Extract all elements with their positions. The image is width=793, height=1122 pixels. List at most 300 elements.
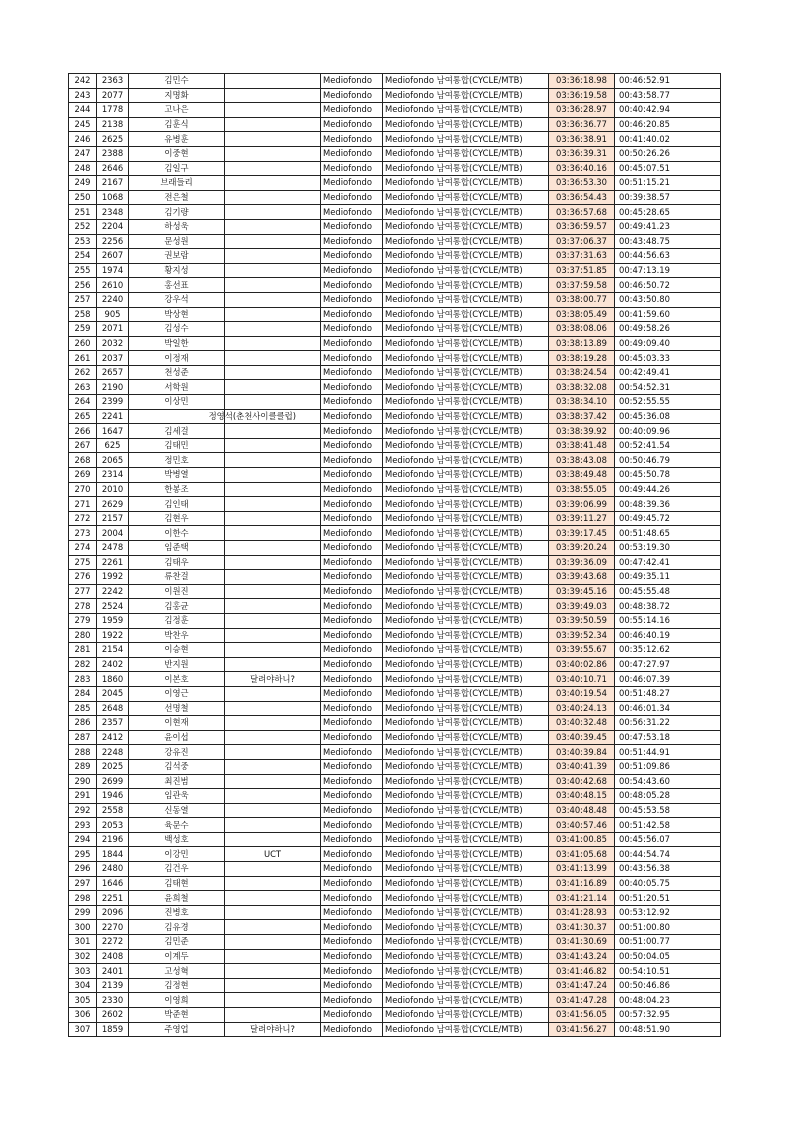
category-cell: Mediofondo 남여통합(CYCLE/MTB) [383,395,549,410]
rank-cell: 289 [69,759,97,774]
rank-cell: 244 [69,103,97,118]
rank-cell: 277 [69,584,97,599]
rank-cell: 278 [69,599,97,614]
finish-time-cell: 03:36:18.98 [549,74,615,89]
course-cell: Mediofondo [321,672,383,687]
finish-time-cell: 03:40:42.68 [549,774,615,789]
rank-cell: 255 [69,263,97,278]
name-cell: 김석중 [129,759,225,774]
bib-cell: 2272 [97,935,129,950]
club-cell [225,891,321,906]
finish-time-cell: 03:36:40.16 [549,161,615,176]
category-cell: Mediofondo 남여통합(CYCLE/MTB) [383,905,549,920]
course-cell: Mediofondo [321,803,383,818]
time-gap-cell: 00:44:56.63 [615,249,721,264]
club-cell [225,336,321,351]
category-cell: Mediofondo 남여통합(CYCLE/MTB) [383,628,549,643]
rank-cell: 284 [69,686,97,701]
bib-cell: 1974 [97,263,129,278]
table-row [69,730,721,745]
time-gap-cell: 00:46:50.72 [615,278,721,293]
table-row [69,613,721,628]
time-gap-cell: 00:50:46.79 [615,453,721,468]
course-cell: Mediofondo [321,1022,383,1037]
category-cell: Mediofondo 남여통합(CYCLE/MTB) [383,117,549,132]
rank-cell: 293 [69,818,97,833]
rank-cell: 246 [69,132,97,147]
table-row [69,891,721,906]
course-cell: Mediofondo [321,526,383,541]
bib-cell: 2241 [97,409,129,424]
name-cell: 임관욱 [129,789,225,804]
rank-cell: 307 [69,1022,97,1037]
name-cell: 윤희철 [129,891,225,906]
results-table [68,73,721,1037]
rank-cell: 261 [69,351,97,366]
table-row [69,599,721,614]
club-cell [225,74,321,89]
bib-cell: 2032 [97,336,129,351]
finish-time-cell: 03:36:19.58 [549,88,615,103]
time-gap-cell: 00:46:52.91 [615,74,721,89]
finish-time-cell: 03:38:24.54 [549,365,615,380]
name-cell: 정민호 [129,453,225,468]
name-cell: 이정재 [129,351,225,366]
finish-time-cell: 03:36:59.57 [549,219,615,234]
finish-time-cell: 03:38:41.48 [549,438,615,453]
rank-cell: 281 [69,643,97,658]
rank-cell: 243 [69,88,97,103]
course-cell: Mediofondo [321,263,383,278]
finish-time-cell: 03:39:20.24 [549,541,615,556]
club-cell [225,307,321,322]
bib-cell: 2025 [97,759,129,774]
finish-time-cell: 03:41:56.05 [549,1008,615,1023]
course-cell: Mediofondo [321,322,383,337]
club-cell [225,117,321,132]
finish-time-cell: 03:38:08.06 [549,322,615,337]
time-gap-cell: 00:49:45.72 [615,511,721,526]
bib-cell: 2240 [97,292,129,307]
rank-cell: 294 [69,832,97,847]
course-cell: Mediofondo [321,774,383,789]
name-cell: 이본호 [129,672,225,687]
table-row [69,1022,721,1037]
time-gap-cell: 00:48:39.36 [615,497,721,512]
table-row [69,832,721,847]
club-cell [225,716,321,731]
course-cell: Mediofondo [321,380,383,395]
finish-time-cell: 03:39:55.67 [549,643,615,658]
name-cell: 이현재 [129,716,225,731]
finish-time-cell: 03:38:37.42 [549,409,615,424]
club-cell [225,686,321,701]
time-gap-cell: 00:51:00.77 [615,935,721,950]
time-gap-cell: 00:50:04.05 [615,949,721,964]
finish-time-cell: 03:41:28.93 [549,905,615,920]
time-gap-cell: 00:39:38.57 [615,190,721,205]
category-cell: Mediofondo 남여통합(CYCLE/MTB) [383,789,549,804]
category-cell: Mediofondo 남여통합(CYCLE/MTB) [383,161,549,176]
table-row [69,453,721,468]
rank-cell: 257 [69,292,97,307]
table-row [69,949,721,964]
time-gap-cell: 00:56:31.22 [615,716,721,731]
name-cell: 육문수 [129,818,225,833]
rank-cell: 267 [69,438,97,453]
club-cell [225,161,321,176]
time-gap-cell: 00:43:50.80 [615,292,721,307]
category-cell: Mediofondo 남여통합(CYCLE/MTB) [383,541,549,556]
time-gap-cell: 00:49:41.23 [615,219,721,234]
name-cell: 이상민 [129,395,225,410]
bib-cell: 2610 [97,278,129,293]
course-cell: Mediofondo [321,234,383,249]
table-row [69,292,721,307]
bib-cell: 2629 [97,497,129,512]
club-cell [225,774,321,789]
name-cell: 김태민 [129,438,225,453]
club-cell [225,643,321,658]
course-cell: Mediofondo [321,643,383,658]
club-cell [225,424,321,439]
table-row [69,526,721,541]
course-cell: Mediofondo [321,497,383,512]
course-cell: Mediofondo [321,716,383,731]
name-cell: 김태우 [129,555,225,570]
category-cell: Mediofondo 남여통합(CYCLE/MTB) [383,847,549,862]
rank-cell: 250 [69,190,97,205]
course-cell: Mediofondo [321,832,383,847]
finish-time-cell: 03:36:28.97 [549,103,615,118]
finish-time-cell: 03:40:24.13 [549,701,615,716]
finish-time-cell: 03:36:38.91 [549,132,615,147]
category-cell: Mediofondo 남여통합(CYCLE/MTB) [383,176,549,191]
rank-cell: 297 [69,876,97,891]
category-cell: Mediofondo 남여통합(CYCLE/MTB) [383,497,549,512]
category-cell: Mediofondo 남여통합(CYCLE/MTB) [383,803,549,818]
time-gap-cell: 00:54:10.51 [615,964,721,979]
name-cell: 최진범 [129,774,225,789]
bib-cell: 2388 [97,146,129,161]
rank-cell: 260 [69,336,97,351]
name-cell: 김기량 [129,205,225,220]
bib-cell: 2412 [97,730,129,745]
category-cell: Mediofondo 남여통합(CYCLE/MTB) [383,336,549,351]
time-gap-cell: 00:57:32.95 [615,1008,721,1023]
finish-time-cell: 03:39:49.03 [549,599,615,614]
course-cell: Mediofondo [321,789,383,804]
course-cell: Mediofondo [321,307,383,322]
name-cell: 박병열 [129,468,225,483]
name-cell: 신동열 [129,803,225,818]
bib-cell: 2004 [97,526,129,541]
time-gap-cell: 00:45:07.51 [615,161,721,176]
club-cell [225,249,321,264]
time-gap-cell: 00:49:58.26 [615,322,721,337]
name-cell: 이한수 [129,526,225,541]
time-gap-cell: 00:42:49.41 [615,365,721,380]
rank-cell: 286 [69,716,97,731]
table-row [69,935,721,950]
bib-cell: 2071 [97,322,129,337]
rank-cell: 296 [69,862,97,877]
bib-cell: 2037 [97,351,129,366]
course-cell: Mediofondo [321,117,383,132]
finish-time-cell: 03:39:17.45 [549,526,615,541]
bib-cell: 2154 [97,643,129,658]
name-cell: 선명철 [129,701,225,716]
rank-cell: 290 [69,774,97,789]
table-row [69,482,721,497]
table-row [69,745,721,760]
finish-time-cell: 03:41:16.89 [549,876,615,891]
finish-time-cell: 03:40:39.84 [549,745,615,760]
bib-cell: 2261 [97,555,129,570]
rank-cell: 279 [69,613,97,628]
bib-cell: 1992 [97,570,129,585]
bib-cell: 2010 [97,482,129,497]
club-cell [225,365,321,380]
category-cell: Mediofondo 남여통합(CYCLE/MTB) [383,570,549,585]
time-gap-cell: 00:41:59.60 [615,307,721,322]
rank-cell: 266 [69,424,97,439]
bib-cell: 2242 [97,584,129,599]
category-cell: Mediofondo 남여통합(CYCLE/MTB) [383,978,549,993]
club-cell [225,278,321,293]
rank-cell: 272 [69,511,97,526]
club-cell [225,234,321,249]
rank-cell: 248 [69,161,97,176]
table-row [69,964,721,979]
table-row [69,847,721,862]
category-cell: Mediofondo 남여통합(CYCLE/MTB) [383,1022,549,1037]
name-cell: 김정훈 [129,613,225,628]
category-cell: Mediofondo 남여통합(CYCLE/MTB) [383,409,549,424]
finish-time-cell: 03:41:46.82 [549,964,615,979]
name-cell: 고나은 [129,103,225,118]
rank-cell: 291 [69,789,97,804]
course-cell: Mediofondo [321,891,383,906]
table-row [69,789,721,804]
name-cell: 문성원 [129,234,225,249]
bib-cell: 2363 [97,74,129,89]
course-cell: Mediofondo [321,74,383,89]
finish-time-cell: 03:38:32.08 [549,380,615,395]
bib-cell: 2348 [97,205,129,220]
table-row [69,234,721,249]
course-cell: Mediofondo [321,862,383,877]
category-cell: Mediofondo 남여통합(CYCLE/MTB) [383,716,549,731]
table-row [69,307,721,322]
table-row [69,424,721,439]
time-gap-cell: 00:45:55.48 [615,584,721,599]
category-cell: Mediofondo 남여통합(CYCLE/MTB) [383,292,549,307]
club-cell [225,395,321,410]
club-overflow-text: 정영석(춘천사이클클럽) [208,410,296,421]
time-gap-cell: 00:49:35.11 [615,570,721,585]
category-cell: Mediofondo 남여통합(CYCLE/MTB) [383,730,549,745]
bib-cell: 2077 [97,88,129,103]
club-cell [225,380,321,395]
results-table-body [69,74,721,1037]
name-cell: 백성호 [129,832,225,847]
name-cell: 박일한 [129,336,225,351]
bib-cell: 2045 [97,686,129,701]
category-cell: Mediofondo 남여통합(CYCLE/MTB) [383,103,549,118]
course-cell: Mediofondo [321,876,383,891]
bib-cell: 2138 [97,117,129,132]
name-cell: 진병호 [129,905,225,920]
time-gap-cell: 00:50:26.26 [615,146,721,161]
course-cell: Mediofondo [321,132,383,147]
bib-cell: 1068 [97,190,129,205]
rank-cell: 280 [69,628,97,643]
category-cell: Mediofondo 남여통합(CYCLE/MTB) [383,584,549,599]
name-cell: 김인태 [129,497,225,512]
table-row [69,541,721,556]
bib-cell: 1959 [97,613,129,628]
table-row [69,993,721,1008]
course-cell: Mediofondo [321,292,383,307]
club-cell [225,584,321,599]
time-gap-cell: 00:44:54.74 [615,847,721,862]
name-cell: 반지원 [129,657,225,672]
rank-cell: 300 [69,920,97,935]
table-row [69,905,721,920]
finish-time-cell: 03:39:50.59 [549,613,615,628]
name-cell: 류찬걸 [129,570,225,585]
table-row [69,803,721,818]
club-cell [225,978,321,993]
course-cell: Mediofondo [321,949,383,964]
table-row [69,278,721,293]
finish-time-cell: 03:40:19.54 [549,686,615,701]
name-cell: 권보람 [129,249,225,264]
table-row [69,759,721,774]
course-cell: Mediofondo [321,205,383,220]
bib-cell: 2602 [97,1008,129,1023]
finish-time-cell: 03:38:19.28 [549,351,615,366]
bib-cell: 2190 [97,380,129,395]
name-cell: 하성욱 [129,219,225,234]
time-gap-cell: 00:50:46.86 [615,978,721,993]
club-cell [225,920,321,935]
club-cell [225,497,321,512]
rank-cell: 275 [69,555,97,570]
club-cell: UCT [225,847,321,862]
club-cell [225,146,321,161]
name-cell: 윤이섭 [129,730,225,745]
table-row [69,132,721,147]
time-gap-cell: 00:43:58.77 [615,88,721,103]
category-cell: Mediofondo 남여통합(CYCLE/MTB) [383,949,549,964]
name-cell: 이중현 [129,146,225,161]
course-cell: Mediofondo [321,161,383,176]
finish-time-cell: 03:41:30.69 [549,935,615,950]
course-cell: Mediofondo [321,511,383,526]
table-row [69,117,721,132]
club-cell [225,657,321,672]
category-cell: Mediofondo 남여통합(CYCLE/MTB) [383,190,549,205]
course-cell: Mediofondo [321,701,383,716]
time-gap-cell: 00:49:44.26 [615,482,721,497]
category-cell: Mediofondo 남여통합(CYCLE/MTB) [383,380,549,395]
category-cell: Mediofondo 남여통합(CYCLE/MTB) [383,511,549,526]
club-cell [225,789,321,804]
category-cell: Mediofondo 남여통합(CYCLE/MTB) [383,88,549,103]
bib-cell: 2204 [97,219,129,234]
course-cell: Mediofondo [321,541,383,556]
course-cell: Mediofondo [321,745,383,760]
course-cell: Mediofondo [321,1008,383,1023]
table-row [69,1008,721,1023]
finish-time-cell: 03:40:10.71 [549,672,615,687]
bib-cell: 2139 [97,978,129,993]
bib-cell: 2408 [97,949,129,964]
club-cell [225,628,321,643]
category-cell: Mediofondo 남여통합(CYCLE/MTB) [383,993,549,1008]
time-gap-cell: 00:45:50.78 [615,468,721,483]
time-gap-cell: 00:35:12.62 [615,643,721,658]
rank-cell: 259 [69,322,97,337]
category-cell: Mediofondo 남여통합(CYCLE/MTB) [383,920,549,935]
rank-cell: 268 [69,453,97,468]
name-cell: 고성혁 [129,964,225,979]
finish-time-cell: 03:38:34.10 [549,395,615,410]
category-cell: Mediofondo 남여통합(CYCLE/MTB) [383,774,549,789]
club-cell: 달려야하니? [225,1022,321,1037]
finish-time-cell: 03:40:02.86 [549,657,615,672]
finish-time-cell: 03:41:47.28 [549,993,615,1008]
finish-time-cell: 03:41:56.27 [549,1022,615,1037]
finish-time-cell: 03:39:43.68 [549,570,615,585]
finish-time-cell: 03:38:49.48 [549,468,615,483]
club-cell [208,409,321,424]
club-cell [225,935,321,950]
course-cell: Mediofondo [321,584,383,599]
course-cell: Mediofondo [321,468,383,483]
time-gap-cell: 00:47:27.97 [615,657,721,672]
finish-time-cell: 03:38:05.49 [549,307,615,322]
finish-time-cell: 03:41:13.99 [549,862,615,877]
club-cell [225,701,321,716]
finish-time-cell: 03:36:54.43 [549,190,615,205]
table-row [69,438,721,453]
finish-time-cell: 03:38:39.92 [549,424,615,439]
course-cell: Mediofondo [321,686,383,701]
club-cell [225,103,321,118]
name-cell: 강우석 [129,292,225,307]
club-cell [225,438,321,453]
table-row [69,511,721,526]
course-cell: Mediofondo [321,395,383,410]
bib-cell: 2699 [97,774,129,789]
club-cell [225,759,321,774]
name-cell: 김태현 [129,876,225,891]
time-gap-cell: 00:47:13.19 [615,263,721,278]
time-gap-cell: 00:53:19.30 [615,541,721,556]
category-cell: Mediofondo 남여통합(CYCLE/MTB) [383,862,549,877]
club-cell [225,993,321,1008]
bib-cell: 2157 [97,511,129,526]
time-gap-cell: 00:45:36.08 [615,409,721,424]
rank-cell: 301 [69,935,97,950]
club-cell [225,803,321,818]
bib-cell: 1946 [97,789,129,804]
bib-cell: 2330 [97,993,129,1008]
course-cell: Mediofondo [321,905,383,920]
